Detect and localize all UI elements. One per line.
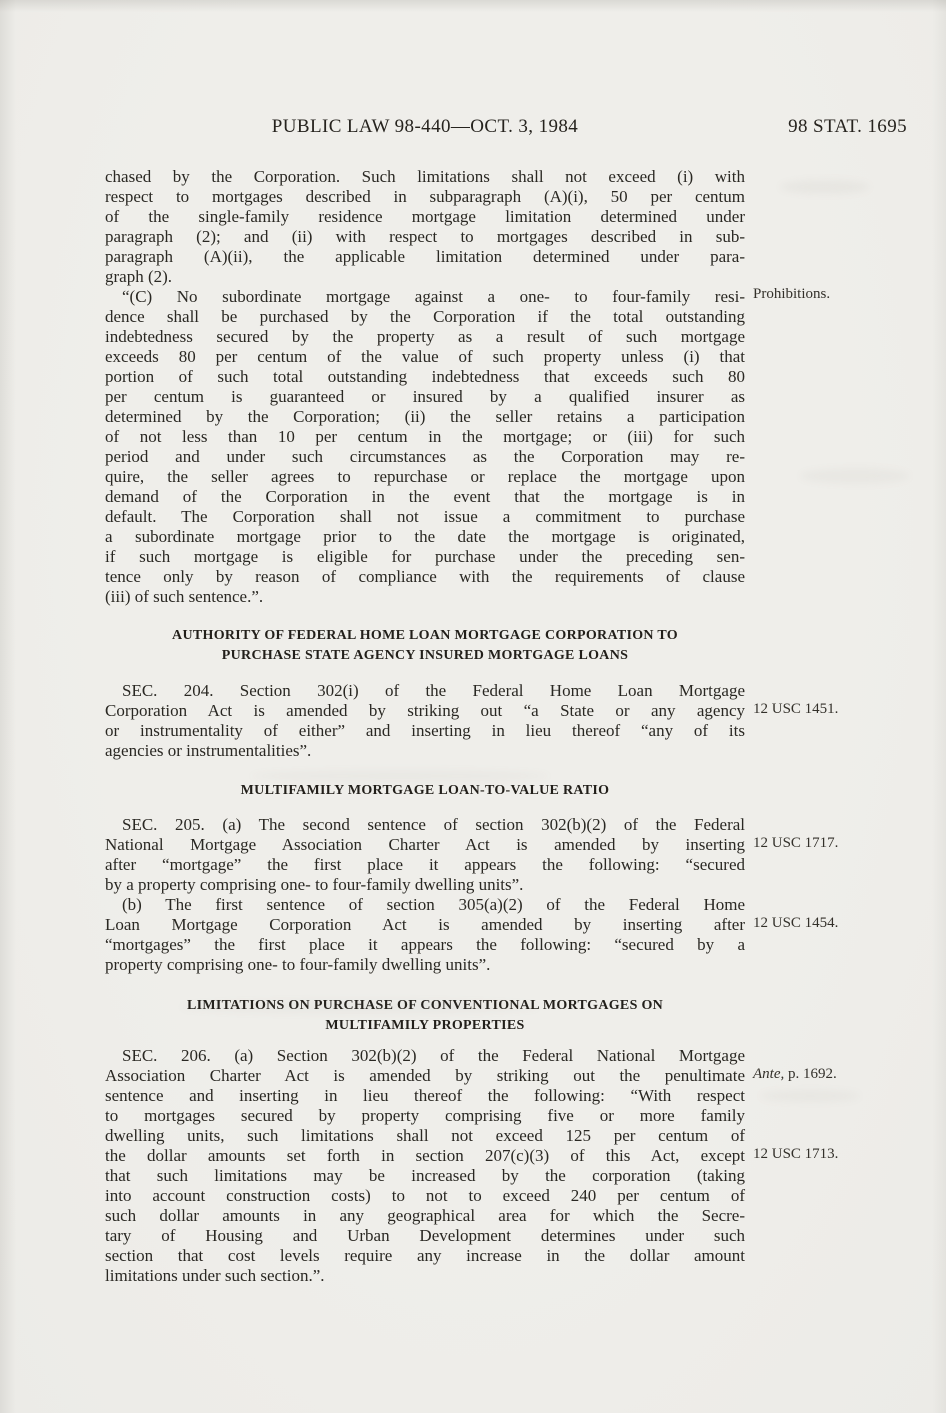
running-head-law-title: PUBLIC LAW 98-440—OCT. 3, 1984 [271, 116, 579, 137]
main-text-column [105, 167, 745, 1286]
text-line: determined by the Corporation; (ii) the seller retains a participation [105, 407, 745, 426]
text-line: quire, the seller agrees to repurchase or replace the mortgage upon [105, 467, 745, 486]
paragraph-continuation-purchase-limits [105, 167, 745, 287]
paragraph-sec-205a [105, 815, 745, 895]
text-line: exceeds 80 per centum of the value of such property unless (i) that [105, 347, 745, 366]
scan-artifact [780, 180, 870, 194]
text-line: Corporation Act is amended by striking out “a State or any agency [105, 701, 745, 720]
text-line: “mortgages” the first place it appears the following: “secured by a [105, 935, 745, 954]
text-line: tary of Housing and Urban Development determines under such [105, 1226, 745, 1245]
text-line: the dollar amounts set forth in section 207(c)(3) of this Act, except [105, 1146, 745, 1165]
text-line: sentence and inserting in lieu thereof the following: “With respect [105, 1086, 745, 1105]
text-line: agencies or instrumentalities”. [105, 741, 312, 760]
text-line: if such mortgage is eligible for purchase under the preceding sen- [105, 547, 745, 566]
scan-artifact [800, 468, 910, 484]
text-line: paragraph (2); and (ii) with respect to mortgages described in sub- [105, 227, 745, 246]
text-line: (b) The first sentence of section 305(a)(2) of the Federal Home [122, 895, 745, 914]
text-line: MULTIFAMILY PROPERTIES [325, 1018, 525, 1033]
running-head-stat-page-number: 98 STAT. 1695 [788, 116, 907, 137]
text-line: Loan Mortgage Corporation Act is amended by inserting after [105, 915, 745, 934]
text-line: (iii) of such sentence.”. [105, 587, 264, 606]
text-line: SEC. 204. Section 302(i) of the Federal Home Loan Mortgage [122, 681, 745, 700]
text-line: AUTHORITY OF FEDERAL HOME LOAN MORTGAGE CORPORATION TO [172, 628, 678, 643]
text-line: property comprising one- to four-family dwelling units”. [105, 955, 491, 974]
text-line: into account construction costs) to not to exceed 240 per centum of [105, 1186, 745, 1205]
text-line: period and under such circumstances as the Corporation may re- [105, 447, 745, 466]
text-line: per centum is guaranteed or insured by a qualified insurer as [105, 387, 745, 406]
margin-note-12-usc-1451: 12 USC 1451. [753, 701, 839, 717]
text-line: chased by the Corporation. Such limitations shall not exceed (i) with [105, 167, 745, 186]
text-line: limitations under such section.”. [105, 1266, 325, 1285]
text-line: after “mortgage” the first place it appears the following: “secured [105, 855, 745, 874]
margin-note-prohibitions: Prohibitions. [753, 286, 831, 302]
text-line: demand of the Corporation in the event that the mortgage is in [105, 487, 745, 506]
paragraph-sec-205b [105, 895, 745, 975]
text-line: a subordinate mortgage prior to the date the mortgage is originated, [105, 527, 745, 546]
text-line: LIMITATIONS ON PURCHASE OF CONVENTIONAL MORTGAGES ON [186, 998, 664, 1013]
text-line: “(C) No subordinate mortgage against a one- to four-family resi- [122, 287, 745, 306]
scan-artifact [180, 1000, 540, 1014]
text-line: paragraph (A)(ii), the applicable limitation determined under para- [105, 247, 745, 266]
margin-note-ante-page-ref: p. 1692. [784, 1066, 837, 1082]
section-heading-multifamily-loan-to-value [105, 781, 745, 801]
text-line: PURCHASE STATE AGENCY INSURED MORTGAGE LOANS [221, 648, 629, 663]
text-line: of the single-family residence mortgage limitation determined under [105, 207, 745, 226]
margin-note-12-usc-1713: 12 USC 1713. [753, 1146, 839, 1162]
text-line: National Mortgage Association Charter Act is amended by inserting [105, 835, 745, 854]
text-line: or instrumentality of either” and inserting in lieu thereof “any of its [105, 721, 745, 740]
text-line: MULTIFAMILY MORTGAGE LOAN-TO-VALUE RATIO [240, 783, 610, 798]
text-line: SEC. 206. (a) Section 302(b)(2) of the Federal National Mortgage [122, 1046, 745, 1065]
text-line: SEC. 205. (a) The second sentence of section 302(b)(2) of the Federal [122, 815, 745, 834]
text-line: default. The Corporation shall not issue a commitment to purchase [105, 507, 745, 526]
text-line: graph (2). [105, 267, 173, 286]
text-line: to mortgages secured by property comprising five or more family [105, 1106, 745, 1125]
paragraph-sec-204 [105, 681, 745, 761]
text-line: of not less than 10 per centum in the mortgage; or (iii) for such [105, 427, 745, 446]
scan-artifact [250, 770, 550, 782]
paragraph-sec-206 [105, 1046, 745, 1286]
text-line: Association Charter Act is amended by striking out the penultimate [105, 1066, 745, 1085]
paragraph-subordinate-mortgage-c [105, 287, 745, 607]
scan-artifact [760, 1090, 860, 1102]
text-line: that such limitations may be increased by the corporation (taking [105, 1166, 745, 1185]
margin-note-12-usc-1454: 12 USC 1454. [753, 915, 839, 931]
text-line: portion of such total outstanding indebtedness that exceeds such 80 [105, 367, 745, 386]
text-line: section that cost levels require any increase in the dollar amount [105, 1246, 745, 1265]
text-line: such dollar amounts in any geographical area for which the Secre- [105, 1206, 745, 1225]
text-line: by a property comprising one- to four-family dwelling units”. [105, 875, 524, 894]
text-line: respect to mortgages described in subparagraph (A)(i), 50 per centum [105, 187, 745, 206]
margin-note-ante-word: Ante, [753, 1066, 785, 1082]
margin-note-12-usc-1717: 12 USC 1717. [753, 835, 839, 851]
section-heading-authority-purchase-state-agency [105, 626, 745, 666]
margin-note-ante-p-1692 [753, 1065, 933, 1083]
text-line: dwelling units, such limitations shall not exceed 125 per centum of [105, 1126, 745, 1145]
text-line: dence shall be purchased by the Corporation if the total outstanding [105, 307, 745, 326]
text-line: tence only by reason of compliance with the requirements of clause [105, 567, 745, 586]
text-line: indebtedness secured by the property as a result of such mortgage [105, 327, 745, 346]
